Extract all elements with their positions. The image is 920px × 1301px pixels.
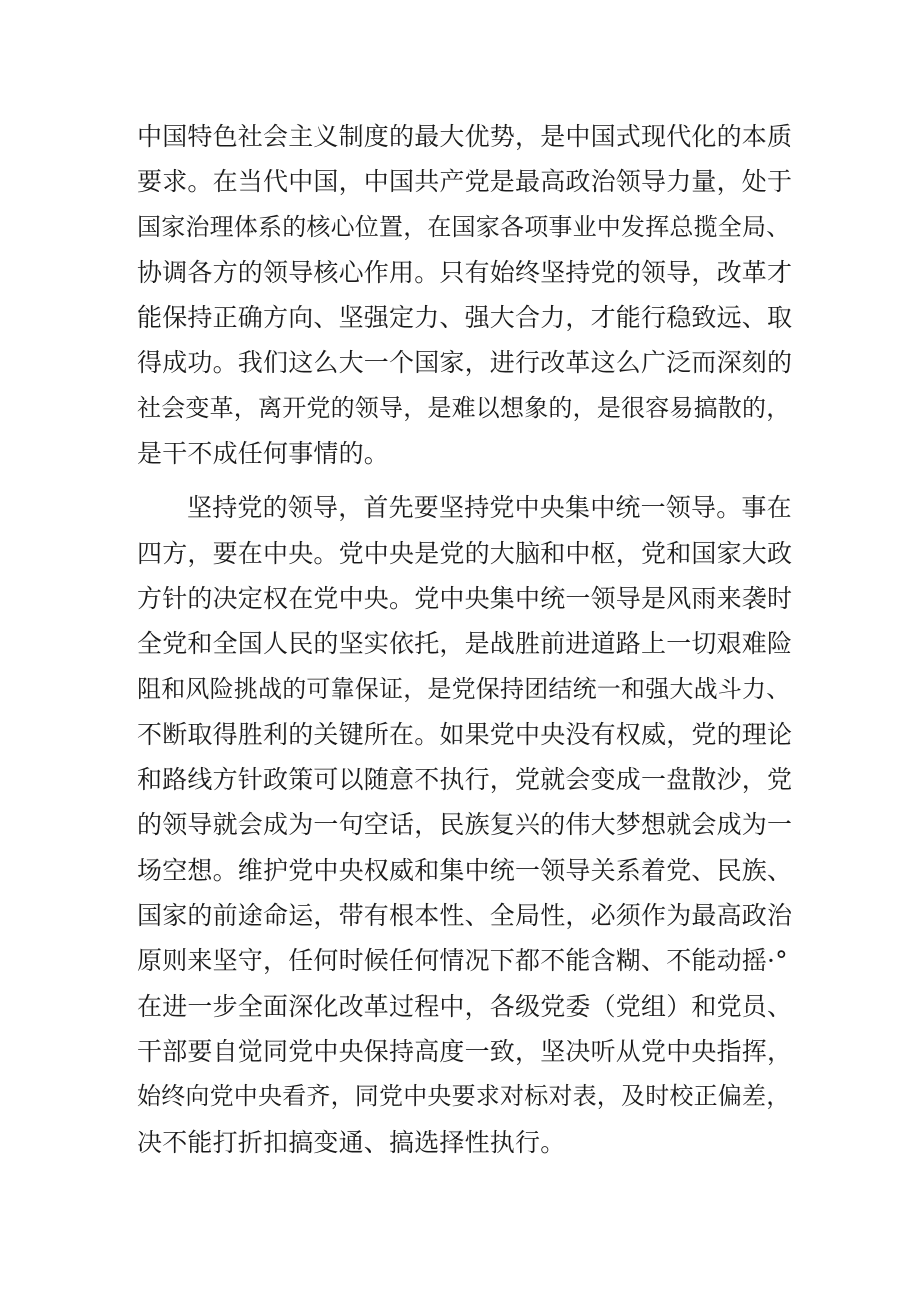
paragraph-line: 场空想。维护党中央权威和集中统一领导关系着党、民族、 <box>137 855 793 885</box>
paragraph-line: 阻和风险挑战的可靠保证，是党保持团结统一和强大战斗力、 <box>137 674 791 703</box>
paragraph-line: 始终向党中央看齐，同党中央要求对标对表，及时校正偏差， <box>137 1082 791 1111</box>
paragraph-line: 坚持党的领导，首先要坚持党中央集中统一领导。事在 <box>187 493 792 523</box>
paragraph-line: 是干不成任何事情的。 <box>137 439 390 469</box>
paragraph-line: 方针的决定权在党中央。党中央集中统一领导是风雨来袭时 <box>137 583 793 613</box>
paragraph-line: 决不能打折扣搞变通、搞选择性执行。 <box>137 1127 566 1157</box>
paragraph-line: 原则来坚守，任何时候任何情况下都不能含糊、不能动摇·° <box>137 946 788 976</box>
paragraph-line: 能保持正确方向、坚强定力、强大合力，才能行稳致远、取 <box>137 303 793 333</box>
paragraph-line: 四方，要在中央。党中央是党的大脑和中枢，党和国家大政 <box>137 538 793 568</box>
paragraph-line: 不断取得胜利的关键所在。如果党中央没有权威，党的理论 <box>137 719 793 749</box>
paragraph-line: 的领导就会成为一句空话，民族复兴的伟大梦想就会成为一 <box>137 810 793 840</box>
paragraph-1 <box>137 114 797 476</box>
body-text <box>137 114 797 1165</box>
paragraph-line: 和路线方针政策可以随意不执行，党就会变成一盘散沙，党 <box>137 765 793 795</box>
paragraph-line: 社会变革，离开党的领导，是难以想象的，是很容易搞散的， <box>137 393 791 422</box>
paragraph-line: 要求。在当代中国，中国共产党是最高政治领导力量，处于 <box>137 167 793 197</box>
paragraph-line: 全党和全国人民的坚实依托，是战胜前进道路上一切艰难险 <box>137 629 793 659</box>
paragraph-spacer <box>137 476 797 485</box>
paragraph-line: 国家治理体系的核心位置，在国家各项事业中发挥总揽全局、 <box>137 212 791 241</box>
paragraph-line: 国家的前途命运，带有根本性、全局性，必须作为最高政治 <box>137 901 793 931</box>
paragraph-line: 干部要自觉同党中央保持高度一致，坚决听从党中央指挥， <box>137 1036 793 1066</box>
paragraph-line: 在进一步全面深化改革过程中，各级党委（党组）和党员、 <box>137 991 793 1021</box>
paragraph-line: 得成功。我们这么大一个国家，进行改革这么广泛而深刻的 <box>137 348 793 378</box>
paragraph-line: 协调各方的领导核心作用。只有始终坚持党的领导，改革才 <box>137 257 793 287</box>
paragraph-2 <box>137 485 797 1164</box>
paragraph-line: 中国特色社会主义制度的最大优势，是中国式现代化的本质 <box>137 122 793 151</box>
